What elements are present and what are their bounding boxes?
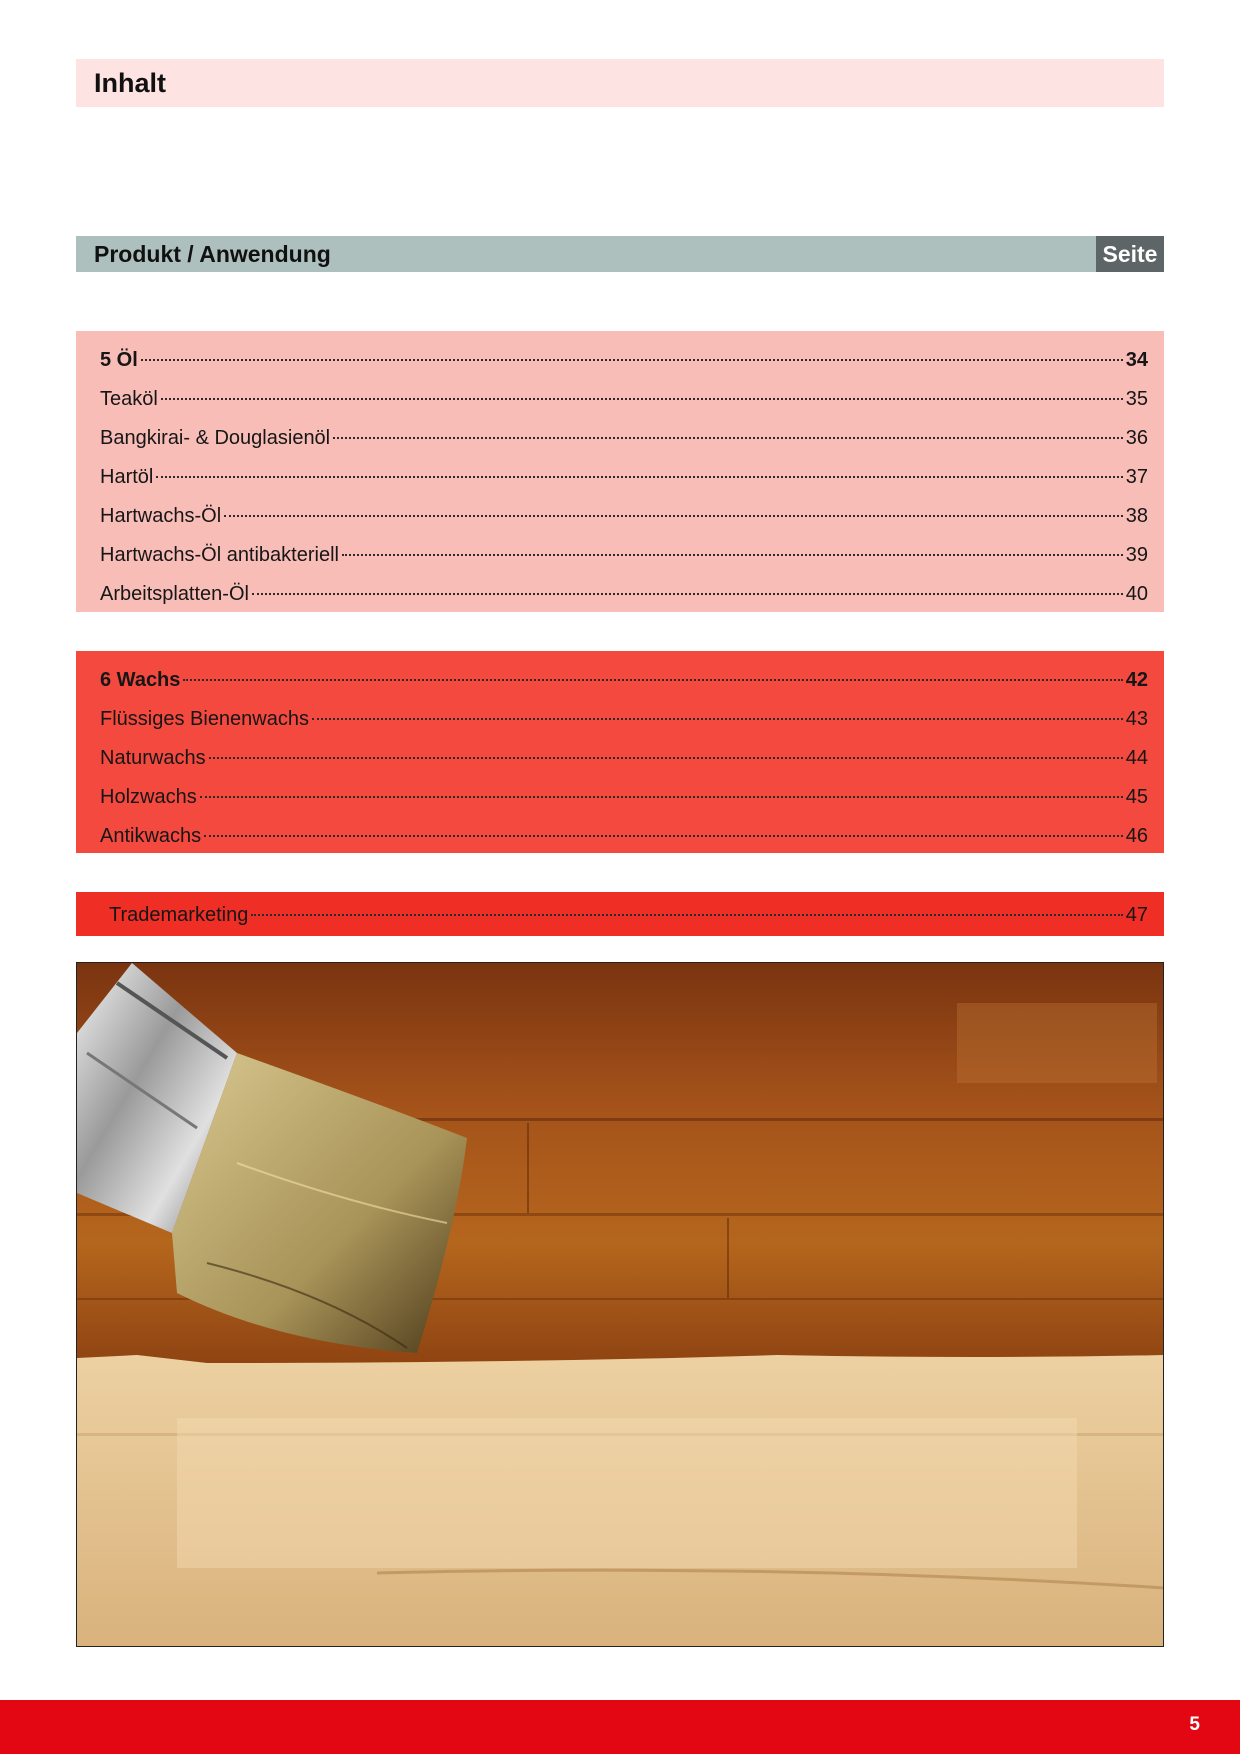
- page-title: Inhalt: [94, 68, 166, 98]
- leader-dots: [183, 678, 1122, 681]
- leader-dots: [204, 834, 1123, 837]
- toc-item[interactable]: [100, 575, 1148, 614]
- leader-dots: [342, 553, 1123, 556]
- header-product-label: Produkt / Anwendung: [94, 241, 331, 267]
- toc-item[interactable]: [100, 778, 1148, 817]
- toc-label: Hartwachs-Öl antibakteriell: [100, 544, 339, 566]
- toc-label: Bangkirai- & Douglasienöl: [100, 427, 331, 449]
- toc-label: Arbeitsplatten-Öl: [100, 583, 249, 605]
- toc-item[interactable]: [100, 458, 1148, 497]
- toc-page: 40: [1125, 583, 1148, 605]
- toc-item[interactable]: [100, 739, 1148, 778]
- toc-label: 6 Wachs: [100, 669, 181, 691]
- page-number: 5: [1189, 1714, 1200, 1735]
- table-header: [76, 236, 1164, 272]
- toc-item[interactable]: [100, 380, 1148, 419]
- toc-item[interactable]: [100, 536, 1148, 575]
- toc-page: 39: [1125, 544, 1148, 566]
- toc-page: 45: [1125, 786, 1148, 808]
- toc-item[interactable]: [100, 497, 1148, 536]
- toc-label: Naturwachs: [100, 747, 206, 769]
- toc-page: 47: [1125, 904, 1148, 926]
- toc-page: 46: [1125, 825, 1148, 847]
- toc-page: 42: [1125, 669, 1148, 691]
- leader-dots: [200, 795, 1123, 798]
- leader-dots: [209, 756, 1123, 759]
- leader-dots: [156, 475, 1122, 478]
- leader-dots: [141, 358, 1123, 361]
- leader-dots: [224, 514, 1123, 517]
- footer-bar: [0, 1700, 1240, 1754]
- leader-dots: [252, 592, 1123, 595]
- wood-brush-photo: [76, 962, 1164, 1647]
- section-trade: [76, 892, 1164, 936]
- leader-dots: [161, 397, 1123, 400]
- toc-item[interactable]: [100, 700, 1148, 739]
- toc-label: Trademarketing: [109, 904, 249, 926]
- toc-item[interactable]: [100, 419, 1148, 458]
- toc-page: 36: [1125, 427, 1148, 449]
- section-oil: [76, 331, 1164, 612]
- toc-item-trademarketing[interactable]: [109, 896, 1148, 935]
- toc-page: 34: [1125, 349, 1148, 371]
- toc-page: 44: [1125, 747, 1148, 769]
- toc-label: Holzwachs: [100, 786, 197, 808]
- toc-label: Antikwachs: [100, 825, 202, 847]
- toc-label: Hartwachs-Öl: [100, 505, 222, 527]
- leader-dots: [251, 913, 1122, 916]
- leader-dots: [333, 436, 1123, 439]
- leader-dots: [312, 717, 1123, 720]
- photo-illustration: [77, 963, 1164, 1647]
- header-page-label: Seite: [1096, 236, 1164, 272]
- section-wax: [76, 651, 1164, 853]
- toc-item[interactable]: [100, 817, 1148, 856]
- toc-label: Hartöl: [100, 466, 154, 488]
- toc-label: Teaköl: [100, 388, 158, 410]
- toc-label: 5 Öl: [100, 349, 138, 371]
- toc-heading-oil[interactable]: [100, 341, 1148, 380]
- toc-heading-wax[interactable]: [100, 661, 1148, 700]
- toc-page: 35: [1125, 388, 1148, 410]
- toc-page: 43: [1125, 708, 1148, 730]
- toc-page: 38: [1125, 505, 1148, 527]
- title-bar: [76, 59, 1164, 107]
- toc-label: Flüssiges Bienenwachs: [100, 708, 309, 730]
- toc-page: 37: [1125, 466, 1148, 488]
